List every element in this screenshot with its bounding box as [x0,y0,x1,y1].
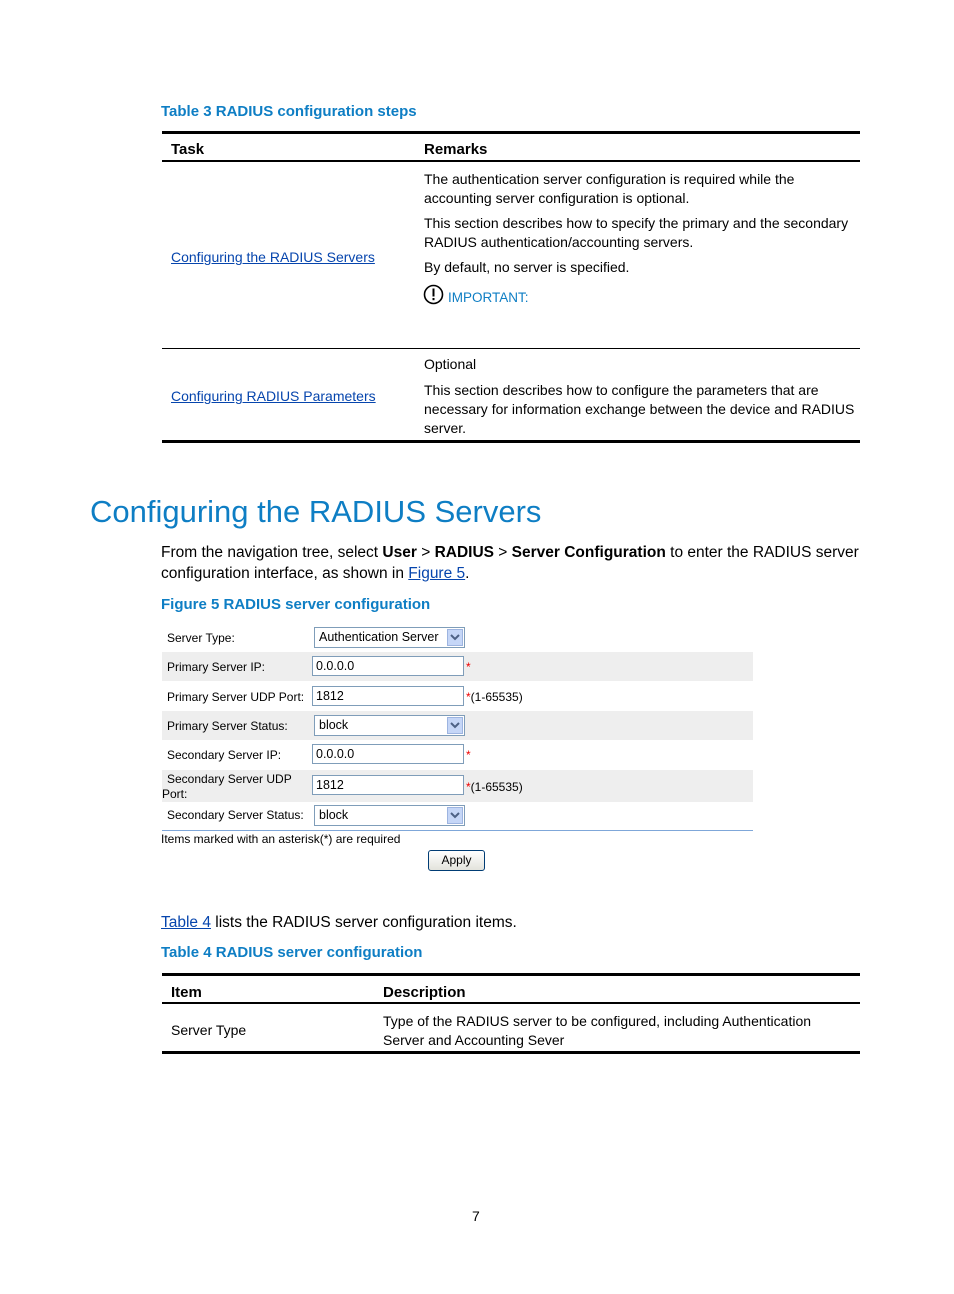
required-asterisk: * [466,780,471,794]
required-asterisk: * [466,660,471,674]
table3-header-task: Task [171,141,205,158]
form-row-primary-port [162,682,753,711]
link-configuring-radius-parameters[interactable]: Configuring RADIUS Parameters [171,388,376,404]
primary-status-value: block [319,718,349,732]
form-row-primary-status [162,711,753,740]
secondary-status-select[interactable] [314,805,465,826]
table3-caption: Table 3 RADIUS configuration steps [161,103,417,120]
table3-row1-remark-3: By default, no server is specified. [424,259,630,275]
section-intro [161,542,871,584]
form-row-secondary-ip [162,740,753,769]
intro-end: . [465,565,470,582]
table4-header-rule [162,1002,860,1004]
server-type-value: Authentication Server [319,630,439,644]
intro-sep-1: > [416,544,435,561]
primary-port-input[interactable]: 1812 [312,686,464,706]
table3-row-divider [162,348,860,349]
intro-sep-2: > [493,544,512,561]
figure5-caption: Figure 5 RADIUS server configuration [161,596,431,613]
server-type-label: Server Type: [167,631,235,645]
secondary-ip-input[interactable]: 0.0.0.0 [312,744,464,764]
table4-intro-text: lists the RADIUS server configuration items. [210,914,517,931]
table3-row1-remark-2: This section describes how to specify the primary and the secondary RADIUS authentication/accounting servers. [424,215,849,250]
table3-row1-remark-1: The authentication server configuration is required while the accounting server configuration is optional. [424,171,795,206]
table4-caption: Table 4 RADIUS server configuration [161,944,423,961]
chevron-down-icon[interactable] [447,717,463,734]
required-asterisk: * [466,748,471,762]
secondary-status-value: block [319,808,349,822]
table4-row1-description: Type of the RADIUS server to be configured, including Authentication Server and Accounting Sever [383,1013,812,1048]
table3-header-remarks: Remarks [424,141,488,158]
chevron-down-icon[interactable] [447,629,463,646]
intro-text-1: From the navigation tree, select [161,544,383,561]
secondary-port-label-line1: Secondary Server UDP [167,772,292,786]
table4-intro [161,912,517,933]
table4-bottom-rule [162,1051,860,1054]
secondary-ip-required [466,748,471,762]
primary-ip-label: Primary Server IP: [167,660,266,674]
port-range-hint: (1-65535) [470,690,523,704]
port-range-hint: (1-65535) [470,780,523,794]
primary-port-label: Primary Server UDP Port: [167,690,305,704]
table4-header-item: Item [171,984,202,1001]
primary-port-required [466,690,523,704]
table3-header-rule [162,160,860,162]
important-icon [423,284,444,310]
link-configuring-radius-servers[interactable]: Configuring the RADIUS Servers [171,249,375,265]
table3-row2-remark-2: This section describes how to configure the parameters that are necessary for information exchange between the device and RADIUS server. [424,382,855,436]
section-title: Configuring the RADIUS Servers [90,494,542,529]
table3-bottom-rule [162,440,860,443]
important-label: IMPORTANT: [448,290,529,305]
secondary-port-label [162,772,292,802]
primary-status-select[interactable] [314,715,465,736]
chevron-down-icon[interactable] [447,807,463,824]
primary-ip-required [466,660,471,674]
form-row-secondary-port [162,770,753,802]
figure5-link[interactable]: Figure 5 [408,565,466,582]
intro-text-2: to enter the RADIUS server configuration interface, as shown in [161,544,859,582]
form-row-server-type [162,623,753,652]
secondary-status-label: Secondary Server Status: [167,808,304,822]
required-asterisk: * [466,690,471,704]
required-note: Items marked with an asterisk(*) are required [161,832,401,846]
nav-user: User [382,544,417,561]
form-divider [162,830,753,831]
primary-ip-input[interactable]: 0.0.0.0 [312,656,464,676]
table3-row2-remark-1: Optional [424,356,477,372]
primary-status-label: Primary Server Status: [167,719,288,733]
nav-radius: RADIUS [434,544,494,561]
table4-header-description: Description [383,984,466,1001]
table4-link[interactable]: Table 4 [161,914,211,931]
table4-top-rule [162,973,860,976]
page-number: 7 [472,1208,480,1224]
secondary-ip-label: Secondary Server IP: [167,748,282,762]
secondary-port-input[interactable]: 1812 [312,775,464,795]
table3-top-rule [162,131,860,134]
form-row-primary-ip [162,652,753,681]
table4-row1-item: Server Type [171,1022,247,1038]
apply-button[interactable]: Apply [428,850,485,871]
server-type-select[interactable] [314,627,465,648]
secondary-port-label-line2: Port: [162,787,188,801]
nav-server-configuration: Server Configuration [511,544,666,561]
form-row-secondary-status [162,802,753,831]
secondary-port-required [466,780,523,794]
